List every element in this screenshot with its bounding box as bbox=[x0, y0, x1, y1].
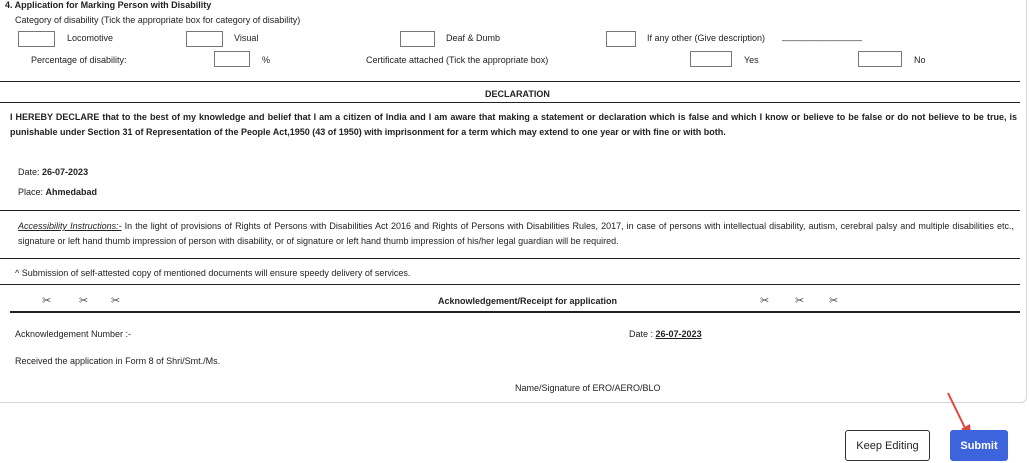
accessibility-instructions bbox=[18, 219, 1014, 249]
scissors-icon: ✂ bbox=[795, 295, 805, 307]
percentage-label: Percentage of disability: bbox=[31, 55, 127, 65]
keep-editing-button[interactable]: Keep Editing bbox=[845, 430, 930, 461]
label-locomotive: Locomotive bbox=[67, 33, 114, 43]
receipt-date-label: Date : bbox=[629, 329, 654, 339]
label-visual: Visual bbox=[234, 33, 259, 43]
percentage-input[interactable] bbox=[214, 51, 250, 67]
submission-note: ^ Submission of self-attested copy of mentioned documents will ensure speedy delivery of services. bbox=[15, 268, 411, 278]
scissors-icon: ✂ bbox=[111, 295, 121, 307]
section-title: 4. Application for Marking Person with Disability bbox=[5, 0, 212, 10]
checkbox-visual[interactable] bbox=[186, 31, 223, 47]
place-label: Place: bbox=[18, 187, 44, 197]
date-label: Date: bbox=[18, 167, 40, 177]
divider bbox=[0, 210, 1020, 211]
ack-number-label: Acknowledgement Number :- bbox=[15, 329, 132, 339]
scissors-icon: ✂ bbox=[829, 295, 839, 307]
scissors-icon: ✂ bbox=[42, 295, 52, 307]
cut-line bbox=[10, 311, 1020, 313]
divider bbox=[0, 102, 1020, 103]
percent-sign: % bbox=[262, 55, 271, 65]
divider bbox=[0, 81, 1020, 82]
accessibility-text: In the light of provisions of Rights of Persons with Disabilities Act 2016 and Rights of Persons with Disabilities Rules, 2017, in case of persons with intellectual disability, autism, cerebral palsy and multiple disabilities etc., signature or left hand thumb impression of person with disability, or of signature or left hand thumb impression of his/her legal guardian will be required. bbox=[18, 221, 1014, 246]
checkbox-locomotive[interactable] bbox=[18, 31, 55, 47]
scissors-icon: ✂ bbox=[79, 295, 89, 307]
receipt-title: Acknowledgement/Receipt for application bbox=[438, 296, 618, 306]
declaration-text: I HEREBY DECLARE that to the best of my knowledge and belief that I am a citizen of India and I am aware that making a statement or declaration which is false and which I know or believe to be false or do not believe to be true, is punishable under Section 31 of Representation of the People Act,1950 (43 of 1950) with imprisonment for a term which may extend to one year or with fine or with both. bbox=[10, 112, 1017, 137]
label-other: If any other (Give description) bbox=[647, 33, 766, 43]
declaration-heading: DECLARATION bbox=[485, 89, 550, 99]
other-description-blank: ________________ bbox=[782, 31, 863, 41]
category-prompt: Category of disability (Tick the appropriate box for category of disability) bbox=[15, 15, 301, 25]
divider bbox=[0, 258, 1020, 259]
checkbox-deaf-dumb[interactable] bbox=[400, 31, 435, 47]
received-text: Received the application in Form 8 of Shri/Smt./Ms. bbox=[15, 356, 221, 366]
receipt-date bbox=[629, 329, 702, 339]
label-deaf-dumb: Deaf & Dumb bbox=[446, 33, 501, 43]
signature-label: Name/Signature of ERO/AERO/BLO bbox=[515, 383, 661, 393]
accessibility-label: Accessibility Instructions:- bbox=[18, 221, 122, 231]
label-no: No bbox=[914, 55, 926, 65]
declaration-date bbox=[18, 167, 88, 177]
declaration-place bbox=[18, 187, 97, 197]
checkbox-certificate-no[interactable] bbox=[858, 51, 902, 67]
label-yes: Yes bbox=[744, 55, 759, 65]
checkbox-other[interactable] bbox=[606, 31, 636, 47]
date-value: 26-07-2023 bbox=[42, 167, 89, 177]
submit-button[interactable]: Submit bbox=[950, 430, 1008, 461]
place-value: Ahmedabad bbox=[45, 187, 98, 197]
certificate-label: Certificate attached (Tick the appropriate box) bbox=[366, 55, 549, 65]
scissors-icon: ✂ bbox=[760, 295, 770, 307]
divider bbox=[0, 284, 1020, 285]
checkbox-certificate-yes[interactable] bbox=[690, 51, 732, 67]
receipt-date-value: 26-07-2023 bbox=[655, 329, 702, 339]
